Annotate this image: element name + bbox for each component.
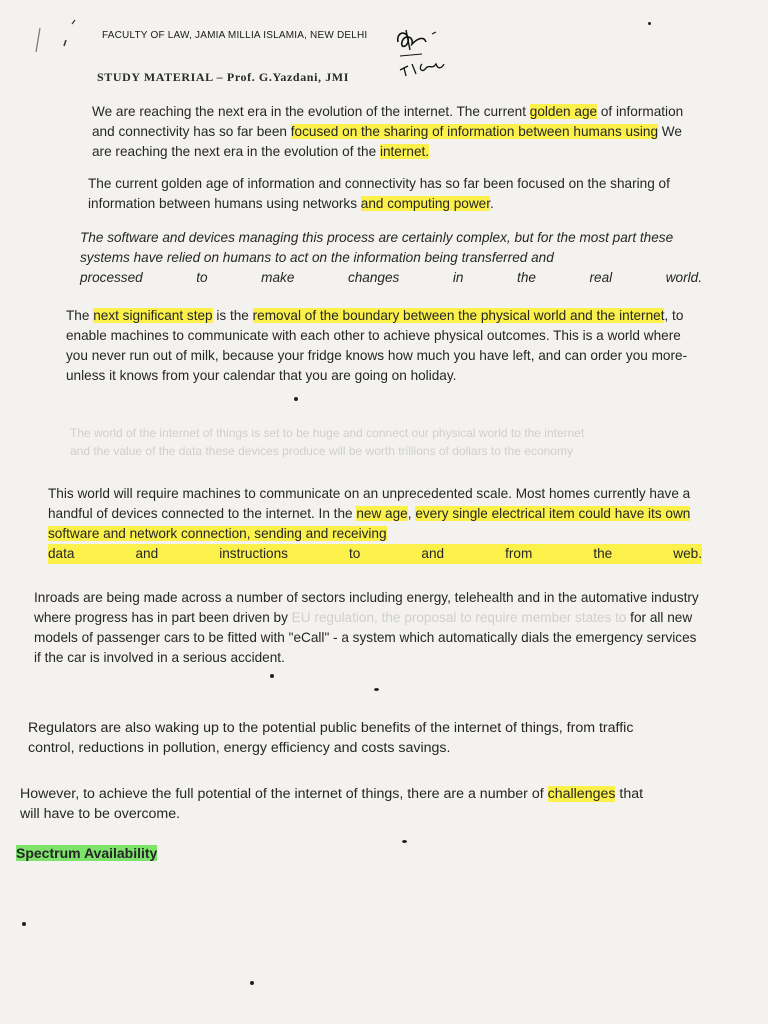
p5-text: This world will require machines to communicate on an unprecedented scale. Most homes currently have a handful of devices connected to the internet. In the	[48, 486, 691, 521]
p3-word: processed	[80, 270, 143, 285]
p4-highlight-next-step: next significant step	[93, 308, 213, 323]
ink-speck	[22, 922, 26, 926]
p3-word: world.	[665, 270, 702, 285]
p4-highlight-boundary: removal of the boundary between the physical world and the internet	[252, 308, 665, 323]
p5-justified-line	[48, 544, 702, 564]
p2-highlight-computing-power: and computing power	[360, 196, 491, 211]
p6-text-2: for all new models of passenger cars to be fitted with "eCall" - a system which automatically dials the emergency services if the car is involved in a serious accident.	[34, 610, 697, 665]
p3-word: the	[517, 270, 536, 285]
p6-text: Inroads are being made across a number of sectors including energy, telehealth and in the automative industry where progress has in part been driven by	[34, 590, 699, 625]
paragraph-1	[92, 102, 702, 162]
p3-word: make	[261, 270, 295, 285]
handwritten-signature	[392, 24, 462, 80]
faculty-header: FACULTY OF LAW, JAMIA MILLIA ISLAMIA, NEW DELHI	[102, 30, 368, 41]
p8-text-2: that will have to be overcome.	[20, 786, 644, 822]
ink-speck	[402, 840, 407, 843]
p5-highlight-new-age: new age	[356, 506, 408, 521]
ink-speck	[250, 981, 254, 985]
p5-comma: ,	[407, 506, 416, 521]
p3-justified-line	[80, 268, 702, 288]
p3-word: changes	[347, 270, 400, 285]
section-heading-spectrum: Spectrum Availability	[16, 845, 158, 861]
p8-highlight-challenges: challenges	[547, 786, 616, 802]
p1-highlight-golden-age: golden age	[529, 104, 598, 119]
paragraph-3	[80, 228, 702, 288]
p5-word: data	[48, 546, 75, 561]
margin-pen-mark	[28, 16, 78, 56]
faded-line-2: and the value of the data these devices produce will be worth trillions of dollars to the economy	[70, 444, 573, 458]
p3-word: in	[452, 270, 464, 285]
p3-text: The software and devices managing this process are certainly complex, but for the most part these systems have relied on humans to act on the information being transferred and	[80, 230, 674, 265]
p5-word: instructions	[219, 546, 288, 561]
p4-text-2: is the	[212, 308, 253, 323]
p5-word: web.	[673, 546, 702, 561]
paragraph-2	[88, 174, 704, 214]
p5-word: and	[421, 546, 445, 561]
p5-word: and	[135, 546, 159, 561]
paragraph-7	[28, 718, 668, 758]
ink-speck	[294, 397, 298, 401]
p7-text: Regulators are also waking up to the potential public benefits of the internet of things, from traffic control, reductions in pollution, energy efficiency and costs savings.	[28, 720, 634, 756]
paragraph-6	[34, 588, 702, 668]
p4-text-3: , to enable machines to communicate with each other to achieve physical outcomes. This is a world where you never run out of milk, because your fridge knows how much you have left, and can order you more- unless it knows from your calendar that you are going on holiday.	[66, 308, 688, 383]
p3-word: real	[589, 270, 613, 285]
p4-text: The	[66, 308, 94, 323]
ink-speck	[648, 22, 651, 25]
p1-text-2: of information and connectivity has so far been	[92, 104, 684, 139]
p3-word: to	[196, 270, 208, 285]
p5-word: to	[349, 546, 361, 561]
p5-word: from	[505, 546, 533, 561]
p2-period: .	[490, 196, 494, 211]
p1-highlight-sharing: focused on the sharing of information between humans using	[290, 124, 659, 139]
paragraph-4	[66, 306, 702, 386]
p2-text: The current golden age of information and connectivity has so far been focused on the sharing of information between humans using networks	[88, 176, 670, 211]
faded-line-1: The world of the internet of things is set to be huge and connect our physical world to the internet	[70, 426, 585, 440]
p8-text: However, to achieve the full potential of the internet of things, there are a number of	[20, 786, 548, 802]
ink-speck	[374, 688, 379, 691]
faded-text	[70, 424, 700, 460]
paragraph-8	[20, 784, 660, 824]
p1-text: We are reaching the next era in the evolution of the internet. The current	[92, 104, 530, 119]
p1-highlight-internet: internet.	[379, 144, 430, 159]
ink-speck	[270, 674, 274, 678]
p6-faded-text: EU regulation, the proposal to require member states to	[291, 610, 627, 625]
p5-highlight-electrical-item: every single electrical item could have its own software and network connection, sending and receiving	[48, 506, 691, 541]
p1-text-3: We are reaching the next era in the evolution of the	[92, 124, 682, 159]
paragraph-5	[48, 484, 702, 564]
section-heading	[16, 843, 157, 863]
study-material-title: STUDY MATERIAL – Prof. G.Yazdani, JMI	[97, 70, 349, 84]
p5-word: the	[593, 546, 613, 561]
